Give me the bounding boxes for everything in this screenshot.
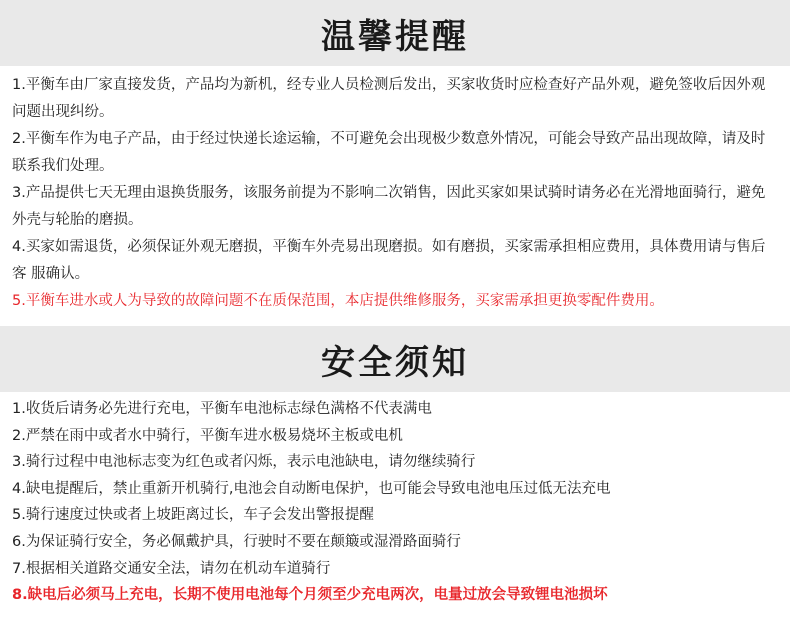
safety-item-4: 4.缺电提醒后，禁止重新开机骑行,电池会自动断电保护，也可能会导致电池电压过低无法充电 [12, 480, 611, 497]
safety-item-3: 3.骑行过程中电池标志变为红色或者闪烁，表示电池缺电，请勿继续骑行 [12, 454, 476, 471]
safety-item-1: 1.收货后请务必先进行充电，平衡车电池标志绿色满格不代表满电 [12, 401, 432, 417]
safety-item-5: 5.骑行速度过快或者上坡距离过长，车子会发出警报提醒 [12, 507, 374, 524]
safety-item-8-warning: 8.缺电后必须马上充电，长期不使用电池每个月须至少充电两次，电量过放会导致锂电池损坏 [12, 587, 608, 604]
tips-item-2: 2.平衡车作为电子产品，由于经过快递长途运输，不可避免会出现极少数意外情况，可能会导致产品出现故障，请及时联系我们处理。 [12, 131, 766, 174]
tips-item-3: 3.产品提供七天无理由退换货服务，该服务前提为不影响二次销售，因此买家如果试骑时请务必在光滑地面骑行，避免外壳与轮胎的磨损。 [12, 185, 766, 228]
tips-title: 温馨提醒 [321, 16, 469, 57]
tips-item-1: 1.平衡车由厂家直接发货，产品均为新机，经专业人员检测后发出，买家收货时应检查好产品外观，避免签收后因外观问题出现纠纷。 [12, 77, 766, 120]
tips-header [0, 0, 790, 66]
safety-header [0, 326, 790, 392]
tips-section [0, 0, 790, 315]
safety-title: 安全须知 [321, 342, 469, 383]
tips-item-5-warning: 5.平衡车进水或人为导致的故障问题不在质保范围，本店提供维修服务，买家需承担更换零配件费用。 [12, 293, 664, 309]
safety-item-7: 7.根据相关道路交通安全法，请勿在机动车道骑行 [12, 560, 331, 577]
safety-item-6: 6.为保证骑行安全，务必佩戴护具，行驶时不要在颠簸或湿滑路面骑行 [12, 533, 461, 550]
safety-item-2: 2.严禁在雨中或者水中骑行，平衡车进水极易烧坏主板或电机 [12, 427, 403, 444]
section-gap [0, 315, 790, 326]
tips-list [0, 66, 790, 315]
safety-list [0, 392, 790, 609]
safety-section [0, 326, 790, 609]
tips-item-4: 4.买家如需退货，必须保证外观无磨损，平衡车外壳易出现磨损。如有磨损，买家需承担相应费用，具体费用请与售后客 服确认。 [12, 239, 766, 282]
